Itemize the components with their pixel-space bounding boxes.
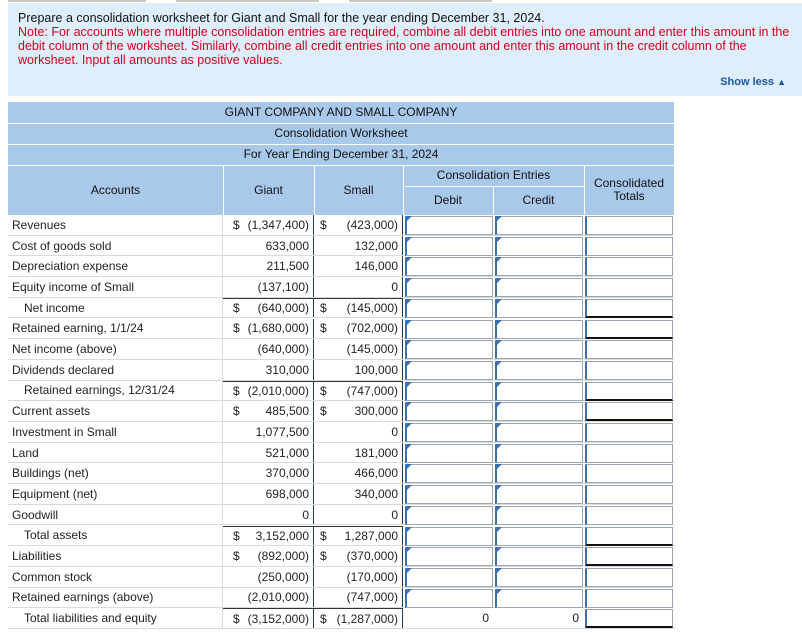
small-value: (423,000) bbox=[346, 217, 398, 232]
small-value: 100,000 bbox=[354, 362, 398, 377]
giant-amount bbox=[223, 463, 314, 483]
giant-amount bbox=[223, 236, 314, 256]
account-label: Current assets bbox=[8, 401, 223, 421]
input-corner-marker-icon bbox=[496, 402, 502, 408]
credit-input[interactable] bbox=[495, 589, 583, 608]
giant-value: 0 bbox=[302, 507, 309, 522]
debit-input[interactable] bbox=[405, 361, 493, 380]
input-corner-marker-icon bbox=[496, 382, 502, 388]
giant-value: 370,000 bbox=[265, 466, 309, 481]
credit-input[interactable] bbox=[495, 382, 583, 401]
input-corner-marker-icon bbox=[496, 568, 502, 574]
small-amount bbox=[314, 443, 403, 463]
giant-amount bbox=[223, 319, 314, 339]
giant-value: 211,500 bbox=[266, 259, 309, 274]
small-amount bbox=[314, 339, 403, 359]
giant-amount bbox=[223, 422, 314, 442]
debit-input[interactable] bbox=[405, 237, 493, 256]
table-row bbox=[8, 381, 674, 402]
input-corner-marker-icon bbox=[406, 382, 412, 388]
credit-input[interactable] bbox=[495, 361, 583, 380]
input-corner-marker-icon bbox=[496, 485, 502, 491]
debit-input[interactable] bbox=[405, 278, 493, 297]
small-value: 0 bbox=[391, 424, 398, 439]
giant-amount bbox=[223, 588, 314, 608]
accounts-header: Accounts bbox=[90, 182, 141, 197]
consolidated-total-input[interactable] bbox=[585, 216, 673, 235]
input-corner-marker-icon bbox=[406, 444, 412, 450]
input-corner-marker-icon bbox=[496, 216, 502, 222]
debit-total: 0 bbox=[482, 611, 489, 626]
giant-value: (892,000) bbox=[257, 549, 309, 564]
consolidation-worksheet bbox=[8, 102, 674, 630]
account-label: Goodwill bbox=[8, 505, 223, 525]
input-corner-marker-icon bbox=[406, 464, 412, 470]
debit-header: Debit bbox=[433, 193, 462, 207]
table-row bbox=[8, 505, 674, 526]
currency-symbol: $ bbox=[233, 301, 240, 316]
small-value: 1,287,000 bbox=[344, 528, 398, 543]
currency-symbol: $ bbox=[233, 217, 240, 232]
small-value: (1,287,000) bbox=[336, 611, 398, 626]
currency-symbol: $ bbox=[233, 611, 240, 626]
giant-value: 1,077,500 bbox=[255, 424, 309, 439]
consolidated-total-input[interactable] bbox=[585, 237, 673, 256]
small-amount bbox=[314, 360, 403, 380]
account-label: Land bbox=[8, 443, 223, 463]
input-corner-marker-icon bbox=[406, 547, 412, 553]
instructions-note: Note: For accounts where multiple consolidation entries are required, combine all debit entries into one amount and enter this amount in the debit column of the worksheet. Similarly, combine all credit entries into one amount and enter this amount in the credit column of the worksheet. Input all amounts as positive values. bbox=[18, 25, 790, 67]
giant-amount bbox=[223, 567, 314, 587]
account-label: Common stock bbox=[8, 567, 223, 587]
debit-input[interactable] bbox=[405, 299, 493, 318]
input-corner-marker-icon bbox=[406, 340, 412, 346]
debit-input[interactable] bbox=[405, 340, 493, 359]
credit-input[interactable] bbox=[495, 464, 583, 483]
small-value: 340,000 bbox=[354, 486, 398, 501]
currency-symbol: $ bbox=[233, 549, 240, 564]
table-row bbox=[8, 339, 674, 360]
giant-value: 3,152,000 bbox=[255, 528, 309, 543]
account-label: Total liabilities and equity bbox=[8, 608, 223, 628]
input-corner-marker-icon bbox=[496, 278, 502, 284]
consolidated-total-input[interactable] bbox=[585, 444, 673, 463]
input-corner-marker-icon bbox=[406, 299, 412, 305]
small-value: 0 bbox=[391, 279, 398, 294]
small-amount bbox=[314, 319, 403, 339]
currency-symbol: $ bbox=[320, 321, 327, 336]
currency-symbol: $ bbox=[320, 383, 327, 398]
small-value: (145,000) bbox=[346, 342, 398, 357]
account-label: Net income bbox=[8, 298, 223, 318]
input-corner-marker-icon bbox=[406, 485, 412, 491]
worksheet-title: Consolidation Worksheet bbox=[274, 126, 408, 140]
credit-input[interactable] bbox=[495, 568, 583, 587]
giant-header: Giant bbox=[254, 182, 283, 197]
giant-amount bbox=[223, 546, 314, 566]
small-value: 132,000 bbox=[354, 238, 398, 253]
account-label: Depreciation expense bbox=[8, 256, 223, 276]
giant-value: 521,000 bbox=[265, 445, 309, 460]
currency-symbol: $ bbox=[233, 404, 240, 419]
table-row bbox=[8, 463, 674, 484]
giant-amount bbox=[223, 526, 314, 546]
account-label: Investment in Small bbox=[8, 422, 223, 442]
giant-amount bbox=[223, 339, 314, 359]
account-label: Retained earnings (above) bbox=[8, 588, 223, 608]
debit-input[interactable] bbox=[405, 568, 493, 587]
debit-input[interactable] bbox=[405, 444, 493, 463]
small-amount bbox=[314, 484, 403, 504]
giant-value: (640,000) bbox=[257, 342, 309, 357]
input-corner-marker-icon bbox=[406, 257, 412, 263]
giant-amount bbox=[223, 505, 314, 525]
giant-amount bbox=[223, 256, 314, 276]
table-row bbox=[8, 360, 674, 381]
debit-input[interactable] bbox=[405, 423, 493, 442]
giant-amount bbox=[223, 608, 314, 628]
giant-value: (640,000) bbox=[257, 301, 309, 316]
credit-input[interactable] bbox=[495, 423, 583, 442]
instructions-panel bbox=[8, 3, 802, 96]
credit-input[interactable] bbox=[495, 278, 583, 297]
small-value: 466,000 bbox=[354, 466, 398, 481]
input-corner-marker-icon bbox=[496, 444, 502, 450]
currency-symbol: $ bbox=[233, 528, 240, 543]
show-less-label: Show less bbox=[720, 76, 775, 88]
instructions-prompt: Prepare a consolidation worksheet for Giant and Small for the year ending December 31, 2024. bbox=[18, 11, 545, 25]
giant-value: 633,000 bbox=[265, 238, 309, 253]
table-row bbox=[8, 526, 674, 547]
input-corner-marker-icon bbox=[406, 589, 412, 595]
debit-input[interactable] bbox=[405, 257, 493, 276]
small-amount bbox=[314, 588, 403, 608]
table-row bbox=[8, 588, 674, 609]
account-label: Equity income of Small bbox=[8, 277, 223, 297]
input-corner-marker-icon bbox=[496, 547, 502, 553]
debit-input[interactable] bbox=[405, 402, 493, 421]
consolidated-total-input[interactable] bbox=[585, 423, 673, 442]
credit-input[interactable] bbox=[495, 299, 583, 318]
consolidated-total-input[interactable] bbox=[585, 568, 673, 587]
input-corner-marker-icon bbox=[406, 216, 412, 222]
input-corner-marker-icon bbox=[496, 423, 502, 429]
table-row bbox=[8, 401, 674, 422]
table-row bbox=[8, 236, 674, 257]
consolidated-total-input[interactable] bbox=[585, 589, 673, 608]
consolidated-total-input[interactable] bbox=[585, 464, 673, 483]
small-amount bbox=[314, 256, 403, 276]
account-label: Revenues bbox=[8, 215, 223, 235]
small-header: Small bbox=[343, 182, 374, 197]
consolidated-total-input[interactable] bbox=[585, 257, 673, 276]
giant-amount bbox=[223, 443, 314, 463]
currency-symbol: $ bbox=[320, 611, 327, 626]
account-label: Total assets bbox=[8, 526, 223, 546]
small-amount bbox=[314, 381, 403, 401]
input-corner-marker-icon bbox=[496, 589, 502, 595]
credit-input[interactable] bbox=[495, 320, 583, 339]
small-amount bbox=[314, 608, 403, 628]
giant-amount bbox=[223, 277, 314, 297]
input-corner-marker-icon bbox=[496, 299, 502, 305]
consolidated-total-input[interactable] bbox=[585, 320, 673, 339]
consolidated-total-input[interactable] bbox=[585, 382, 673, 401]
giant-amount bbox=[223, 381, 314, 401]
debit-input[interactable] bbox=[405, 589, 493, 608]
show-less-link[interactable] bbox=[720, 76, 786, 88]
consolidated-total-input[interactable] bbox=[585, 299, 673, 318]
table-row bbox=[8, 215, 674, 236]
currency-symbol: $ bbox=[320, 528, 327, 543]
currency-symbol: $ bbox=[233, 383, 240, 398]
giant-value: (3,152,000) bbox=[247, 611, 309, 626]
small-value: 181,000 bbox=[354, 445, 398, 460]
small-value: 300,000 bbox=[354, 404, 398, 419]
triangle-up-icon: ▲ bbox=[777, 77, 786, 87]
small-amount bbox=[314, 463, 403, 483]
credit-input[interactable] bbox=[495, 257, 583, 276]
giant-value: 698,000 bbox=[265, 486, 309, 501]
consolidated-totals-line2: Totals bbox=[613, 189, 645, 203]
small-amount bbox=[314, 505, 403, 525]
consolidated-total-input[interactable] bbox=[585, 527, 673, 546]
input-corner-marker-icon bbox=[406, 278, 412, 284]
account-label: Equipment (net) bbox=[8, 484, 223, 504]
small-amount bbox=[314, 236, 403, 256]
giant-value: (1,680,000) bbox=[247, 321, 309, 336]
debit-input[interactable] bbox=[405, 320, 493, 339]
table-row bbox=[8, 422, 674, 443]
account-label: Buildings (net) bbox=[8, 463, 223, 483]
small-amount bbox=[314, 401, 403, 421]
giant-value: (1,347,400) bbox=[247, 217, 309, 232]
giant-value: (2,010,000) bbox=[247, 383, 309, 398]
consolidated-totals-header bbox=[584, 165, 674, 215]
giant-amount bbox=[223, 484, 314, 504]
small-value: (170,000) bbox=[346, 569, 398, 584]
input-corner-marker-icon bbox=[406, 237, 412, 243]
credit-total: 0 bbox=[572, 611, 579, 626]
consolidated-total-input[interactable] bbox=[585, 609, 673, 628]
input-corner-marker-icon bbox=[496, 257, 502, 263]
credit-input[interactable] bbox=[495, 237, 583, 256]
consolidated-total-input[interactable] bbox=[585, 402, 673, 421]
input-corner-marker-icon bbox=[406, 506, 412, 512]
debit-input[interactable] bbox=[405, 485, 493, 504]
account-label: Net income (above) bbox=[8, 339, 223, 359]
credit-header: Credit bbox=[522, 193, 555, 207]
debit-input[interactable] bbox=[405, 547, 493, 566]
debit-input[interactable] bbox=[405, 382, 493, 401]
small-amount bbox=[314, 526, 403, 546]
small-value: 0 bbox=[391, 507, 398, 522]
consolidated-total-input[interactable] bbox=[585, 361, 673, 380]
giant-value: (250,000) bbox=[257, 569, 309, 584]
table-row bbox=[8, 484, 674, 505]
currency-symbol: $ bbox=[233, 321, 240, 336]
top-tab-border bbox=[0, 0, 802, 2]
small-amount bbox=[314, 567, 403, 587]
debit-input[interactable] bbox=[405, 527, 493, 546]
account-label: Dividends declared bbox=[8, 360, 223, 380]
small-value: (747,000) bbox=[346, 590, 398, 605]
small-amount bbox=[314, 298, 403, 318]
consolidated-total-input[interactable] bbox=[585, 278, 673, 297]
small-value: 146,000 bbox=[354, 259, 398, 274]
currency-symbol: $ bbox=[320, 217, 327, 232]
input-corner-marker-icon bbox=[406, 568, 412, 574]
consolidation-entries-header: Consolidation Entries bbox=[436, 168, 551, 182]
input-corner-marker-icon bbox=[406, 402, 412, 408]
consolidated-total-input[interactable] bbox=[585, 547, 673, 566]
currency-symbol: $ bbox=[320, 549, 327, 564]
account-label: Cost of goods sold bbox=[8, 236, 223, 256]
company-name: GIANT COMPANY AND SMALL COMPANY bbox=[224, 105, 458, 119]
giant-value: (137,100) bbox=[257, 279, 309, 294]
table-row bbox=[8, 277, 674, 298]
worksheet-period: For Year Ending December 31, 2024 bbox=[243, 147, 439, 161]
small-amount bbox=[314, 277, 403, 297]
table-row bbox=[8, 608, 674, 629]
table-row bbox=[8, 298, 674, 319]
account-label: Liabilities bbox=[8, 546, 223, 566]
credit-input[interactable] bbox=[495, 506, 583, 525]
small-value: (370,000) bbox=[346, 549, 398, 564]
giant-value: 310,000 bbox=[265, 362, 309, 377]
credit-input[interactable] bbox=[495, 340, 583, 359]
table-row bbox=[8, 443, 674, 464]
table-row bbox=[8, 567, 674, 588]
credit-input[interactable] bbox=[495, 547, 583, 566]
input-corner-marker-icon bbox=[406, 423, 412, 429]
account-label: Retained earning, 1/1/24 bbox=[8, 319, 223, 339]
small-value: (747,000) bbox=[346, 383, 398, 398]
small-amount bbox=[314, 546, 403, 566]
input-corner-marker-icon bbox=[496, 506, 502, 512]
table-row bbox=[8, 256, 674, 277]
input-corner-marker-icon bbox=[496, 320, 502, 326]
input-corner-marker-icon bbox=[496, 464, 502, 470]
input-corner-marker-icon bbox=[406, 361, 412, 367]
giant-amount bbox=[223, 298, 314, 318]
consolidated-total-input[interactable] bbox=[585, 485, 673, 504]
input-corner-marker-icon bbox=[496, 237, 502, 243]
credit-input[interactable] bbox=[495, 216, 583, 235]
consolidated-total-input[interactable] bbox=[585, 506, 673, 525]
consolidated-totals-line1: Consolidated bbox=[593, 176, 665, 190]
consolidated-total-input[interactable] bbox=[585, 340, 673, 359]
account-label: Retained earnings, 12/31/24 bbox=[8, 381, 223, 401]
debit-input[interactable] bbox=[405, 216, 493, 235]
input-corner-marker-icon bbox=[496, 527, 502, 533]
input-corner-marker-icon bbox=[406, 527, 412, 533]
giant-amount bbox=[223, 401, 314, 421]
giant-value: (2,010,000) bbox=[247, 590, 309, 605]
table-row bbox=[8, 319, 674, 340]
debit-input[interactable] bbox=[405, 464, 493, 483]
giant-amount bbox=[223, 360, 314, 380]
small-value: (145,000) bbox=[346, 301, 398, 316]
input-corner-marker-icon bbox=[406, 320, 412, 326]
giant-amount bbox=[223, 215, 314, 235]
input-corner-marker-icon bbox=[496, 361, 502, 367]
debit-input[interactable] bbox=[405, 506, 493, 525]
giant-value: 485,500 bbox=[265, 404, 309, 419]
currency-symbol: $ bbox=[320, 301, 327, 316]
credit-input[interactable] bbox=[495, 402, 583, 421]
table-row bbox=[8, 546, 674, 567]
credit-input[interactable] bbox=[495, 527, 583, 546]
input-corner-marker-icon bbox=[496, 340, 502, 346]
credit-input[interactable] bbox=[495, 485, 583, 504]
small-value: (702,000) bbox=[346, 321, 398, 336]
currency-symbol: $ bbox=[320, 404, 327, 419]
credit-input[interactable] bbox=[495, 444, 583, 463]
small-amount bbox=[314, 215, 403, 235]
small-amount bbox=[314, 422, 403, 442]
